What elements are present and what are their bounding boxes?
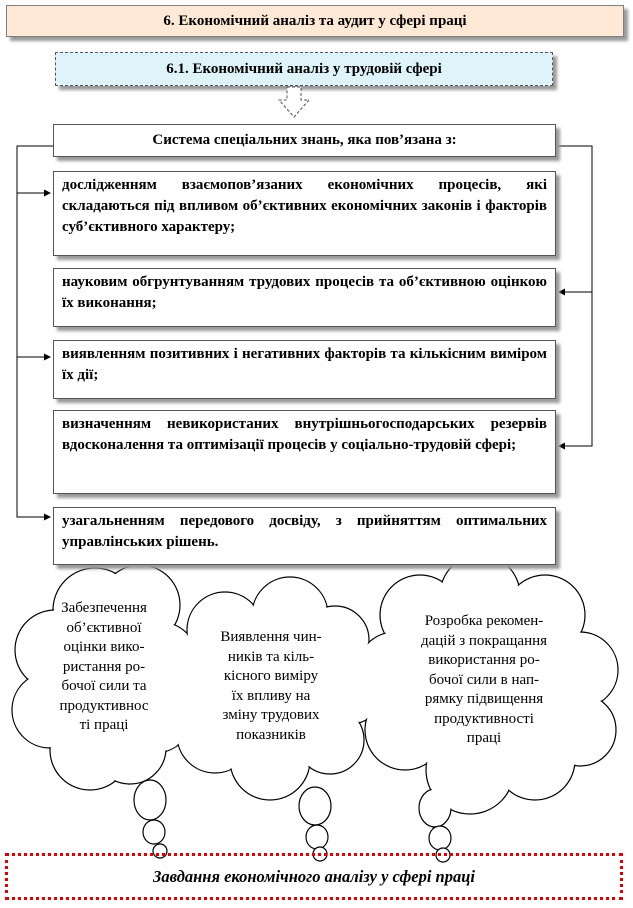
item-5-text: узагальненням передового досвіду, з прийняттям оптимальних управлінських рішень. xyxy=(62,513,547,550)
item-box-1 xyxy=(53,171,556,256)
item-box-4 xyxy=(53,410,556,494)
cloud-3-text: Розробка рекомен- дацій з покращання використання ро- бочої сили в нап- рямку підвищення продуктивності праці xyxy=(420,613,548,746)
down-block-arrow xyxy=(279,87,309,117)
right-connector xyxy=(556,146,592,446)
item-4-text: визначенням невикористаних внутрішньогосподарських резервів вдосконалення та оптимізації процесів у соціально-трудовій сфері; xyxy=(62,416,547,453)
knowledge-system-box: Система спеціальних знань, яка пов’язана з: xyxy=(53,124,556,157)
cloud-1-text: Забезпечення об’єктивної оцінки вико- ристання ро- бочої сили та продуктивнос ті праці xyxy=(59,600,149,733)
cloud-2-text: Виявлення чин- ників та кіль- кісного виміру їх впливу на зміну трудових показників xyxy=(220,629,322,743)
item-1-text: дослідженням взаємопов’язаних економічних процесів, які складаються під впливом об’єктивних економічних законів і факторів суб’єктивного характеру; xyxy=(62,177,547,235)
subsection-title: 6.1. Економічний аналіз у трудовій сфері xyxy=(55,52,553,86)
item-box-3 xyxy=(53,340,556,399)
section-title: 6. Економічний аналіз та аудит у сфері праці xyxy=(6,5,624,37)
item-2-text: науковим обгрунтуванням трудових процесів та об’єктивною оцінкою їх виконання; xyxy=(62,274,547,311)
item-3-text: виявленням позитивних і негативних факторів та кількісним виміром їх дії; xyxy=(62,346,547,383)
tasks-footer: Завдання економічного аналізу у сфері праці xyxy=(5,853,623,900)
left-connector xyxy=(17,146,53,517)
item-box-2 xyxy=(53,268,556,327)
item-box-5 xyxy=(53,507,556,565)
